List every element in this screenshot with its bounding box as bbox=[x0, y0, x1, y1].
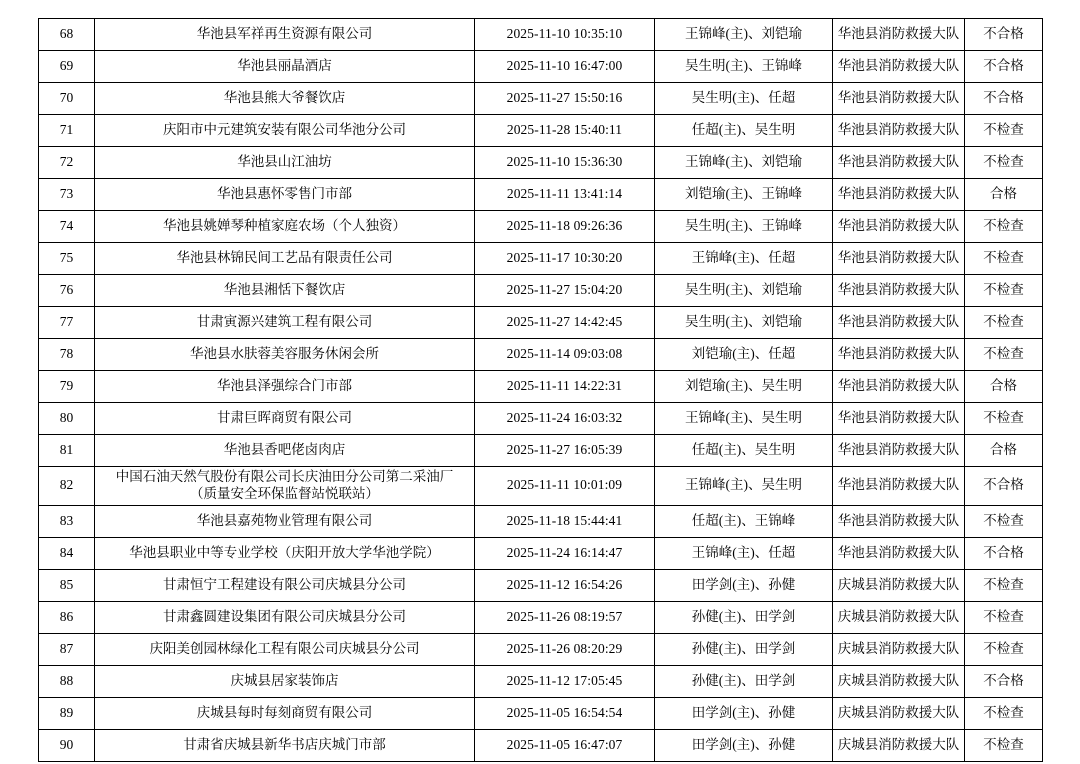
table-row bbox=[39, 633, 1043, 665]
row-inspection-time: 2025-11-14 09:03:08 bbox=[475, 339, 655, 371]
row-inspection-time: 2025-11-11 13:41:14 bbox=[475, 179, 655, 211]
row-unit-name: 华池县职业中等专业学校（庆阳开放大学华池学院） bbox=[95, 537, 475, 569]
row-inspection-time: 2025-11-11 10:01:09 bbox=[475, 467, 655, 506]
row-result: 不检查 bbox=[965, 729, 1043, 761]
row-inspection-unit: 华池县消防救援大队 bbox=[833, 435, 965, 467]
row-inspection-unit: 庆城县消防救援大队 bbox=[833, 697, 965, 729]
table-row bbox=[39, 435, 1043, 467]
row-inspectors: 孙健(主)、田学剑 bbox=[655, 601, 833, 633]
row-index: 73 bbox=[39, 179, 95, 211]
row-inspectors: 刘铠瑜(主)、王锦峰 bbox=[655, 179, 833, 211]
row-index: 79 bbox=[39, 371, 95, 403]
row-inspection-unit: 华池县消防救援大队 bbox=[833, 51, 965, 83]
row-result: 合格 bbox=[965, 435, 1043, 467]
row-inspection-time: 2025-11-10 10:35:10 bbox=[475, 19, 655, 51]
row-index: 87 bbox=[39, 633, 95, 665]
row-index: 80 bbox=[39, 403, 95, 435]
table-row bbox=[39, 19, 1043, 51]
row-inspection-time: 2025-11-11 14:22:31 bbox=[475, 371, 655, 403]
row-inspection-unit: 华池县消防救援大队 bbox=[833, 467, 965, 506]
row-inspectors: 孙健(主)、田学剑 bbox=[655, 633, 833, 665]
row-index: 68 bbox=[39, 19, 95, 51]
table-row bbox=[39, 243, 1043, 275]
row-inspection-time: 2025-11-18 15:44:41 bbox=[475, 505, 655, 537]
row-result: 不合格 bbox=[965, 83, 1043, 115]
table-row bbox=[39, 51, 1043, 83]
row-inspection-unit: 华池县消防救援大队 bbox=[833, 19, 965, 51]
row-result: 合格 bbox=[965, 371, 1043, 403]
row-inspection-unit: 华池县消防救援大队 bbox=[833, 537, 965, 569]
row-index: 77 bbox=[39, 307, 95, 339]
row-unit-name: 甘肃省庆城县新华书店庆城门市部 bbox=[95, 729, 475, 761]
inspection-table bbox=[38, 18, 1043, 762]
row-inspection-time: 2025-11-12 16:54:26 bbox=[475, 569, 655, 601]
row-unit-name-line1: 中国石油天然气股份有限公司长庆油田分公司第二采油厂 bbox=[115, 469, 454, 484]
row-inspection-unit: 华池县消防救援大队 bbox=[833, 275, 965, 307]
table-row bbox=[39, 729, 1043, 761]
table-row bbox=[39, 339, 1043, 371]
table-row bbox=[39, 505, 1043, 537]
row-inspectors: 田学剑(主)、孙健 bbox=[655, 729, 833, 761]
row-result: 不检查 bbox=[965, 601, 1043, 633]
row-inspectors: 任超(主)、吴生明 bbox=[655, 115, 833, 147]
row-index: 76 bbox=[39, 275, 95, 307]
row-inspection-time: 2025-11-12 17:05:45 bbox=[475, 665, 655, 697]
row-result: 不检查 bbox=[965, 403, 1043, 435]
row-index: 82 bbox=[39, 467, 95, 506]
table-row bbox=[39, 403, 1043, 435]
row-inspectors: 刘铠瑜(主)、吴生明 bbox=[655, 371, 833, 403]
row-result: 不检查 bbox=[965, 505, 1043, 537]
table-row bbox=[39, 307, 1043, 339]
row-inspection-time: 2025-11-18 09:26:36 bbox=[475, 211, 655, 243]
row-unit-name-line2: （质量安全环保监督站悦联站） bbox=[190, 485, 379, 501]
row-result: 不合格 bbox=[965, 537, 1043, 569]
row-result: 不合格 bbox=[965, 19, 1043, 51]
row-inspection-unit: 庆城县消防救援大队 bbox=[833, 633, 965, 665]
row-inspectors: 吴生明(主)、任超 bbox=[655, 83, 833, 115]
row-unit-name: 华池县香吧佬卤肉店 bbox=[95, 435, 475, 467]
table-row bbox=[39, 275, 1043, 307]
row-inspection-time: 2025-11-28 15:40:11 bbox=[475, 115, 655, 147]
row-inspection-unit: 华池县消防救援大队 bbox=[833, 179, 965, 211]
row-inspectors: 田学剑(主)、孙健 bbox=[655, 697, 833, 729]
row-unit-name: 华池县嘉苑物业管理有限公司 bbox=[95, 505, 475, 537]
row-result: 不检查 bbox=[965, 307, 1043, 339]
row-result: 不检查 bbox=[965, 339, 1043, 371]
row-inspectors: 王锦峰(主)、刘铠瑜 bbox=[655, 19, 833, 51]
table-row bbox=[39, 569, 1043, 601]
row-index: 72 bbox=[39, 147, 95, 179]
row-result: 不合格 bbox=[965, 467, 1043, 506]
row-unit-name: 华池县山江油坊 bbox=[95, 147, 475, 179]
row-index: 84 bbox=[39, 537, 95, 569]
row-inspectors: 吴生明(主)、王锦峰 bbox=[655, 211, 833, 243]
row-index: 85 bbox=[39, 569, 95, 601]
table-row bbox=[39, 147, 1043, 179]
row-inspectors: 任超(主)、王锦峰 bbox=[655, 505, 833, 537]
row-index: 90 bbox=[39, 729, 95, 761]
table-row bbox=[39, 211, 1043, 243]
row-index: 75 bbox=[39, 243, 95, 275]
row-inspection-time: 2025-11-05 16:54:54 bbox=[475, 697, 655, 729]
row-result: 不检查 bbox=[965, 211, 1043, 243]
row-index: 74 bbox=[39, 211, 95, 243]
row-inspection-unit: 华池县消防救援大队 bbox=[833, 371, 965, 403]
row-result: 不检查 bbox=[965, 147, 1043, 179]
row-index: 69 bbox=[39, 51, 95, 83]
row-inspectors: 王锦峰(主)、吴生明 bbox=[655, 403, 833, 435]
row-inspectors: 吴生明(主)、王锦峰 bbox=[655, 51, 833, 83]
row-unit-name: 华池县熊大爷餐饮店 bbox=[95, 83, 475, 115]
row-inspectors: 田学剑(主)、孙健 bbox=[655, 569, 833, 601]
row-unit-name: 华池县水肤蓉美容服务休闲会所 bbox=[95, 339, 475, 371]
row-inspection-unit: 庆城县消防救援大队 bbox=[833, 569, 965, 601]
row-inspectors: 王锦峰(主)、刘铠瑜 bbox=[655, 147, 833, 179]
row-index: 86 bbox=[39, 601, 95, 633]
table-row bbox=[39, 665, 1043, 697]
row-result: 不检查 bbox=[965, 569, 1043, 601]
row-result: 不检查 bbox=[965, 275, 1043, 307]
row-inspection-time: 2025-11-26 08:19:57 bbox=[475, 601, 655, 633]
row-inspection-unit: 华池县消防救援大队 bbox=[833, 403, 965, 435]
row-inspection-time: 2025-11-17 10:30:20 bbox=[475, 243, 655, 275]
row-inspectors: 王锦峰(主)、任超 bbox=[655, 243, 833, 275]
row-inspectors: 吴生明(主)、刘铠瑜 bbox=[655, 275, 833, 307]
row-result: 不检查 bbox=[965, 697, 1043, 729]
row-index: 88 bbox=[39, 665, 95, 697]
row-inspection-unit: 庆城县消防救援大队 bbox=[833, 729, 965, 761]
row-unit-name: 庆阳市中元建筑安装有限公司华池分公司 bbox=[95, 115, 475, 147]
row-inspection-time: 2025-11-24 16:03:32 bbox=[475, 403, 655, 435]
table-row bbox=[39, 83, 1043, 115]
table-row bbox=[39, 115, 1043, 147]
table-row bbox=[39, 467, 1043, 506]
row-result: 不检查 bbox=[965, 633, 1043, 665]
row-inspection-time: 2025-11-27 16:05:39 bbox=[475, 435, 655, 467]
row-inspection-time: 2025-11-27 14:42:45 bbox=[475, 307, 655, 339]
row-unit-name: 甘肃巨晖商贸有限公司 bbox=[95, 403, 475, 435]
row-inspection-unit: 华池县消防救援大队 bbox=[833, 307, 965, 339]
row-result: 不合格 bbox=[965, 665, 1043, 697]
table-row bbox=[39, 601, 1043, 633]
row-unit-name: 华池县湘恬下餐饮店 bbox=[95, 275, 475, 307]
row-inspection-time: 2025-11-26 08:20:29 bbox=[475, 633, 655, 665]
row-unit-name: 庆阳美创园林绿化工程有限公司庆城县分公司 bbox=[95, 633, 475, 665]
row-index: 83 bbox=[39, 505, 95, 537]
row-index: 81 bbox=[39, 435, 95, 467]
row-inspection-unit: 华池县消防救援大队 bbox=[833, 115, 965, 147]
row-unit-name: 华池县泽强综合门市部 bbox=[95, 371, 475, 403]
row-unit-name: 华池县丽晶酒店 bbox=[95, 51, 475, 83]
row-inspectors: 刘铠瑜(主)、任超 bbox=[655, 339, 833, 371]
table-row bbox=[39, 537, 1043, 569]
row-inspection-unit: 华池县消防救援大队 bbox=[833, 147, 965, 179]
row-unit-name: 华池县林锦民间工艺品有限责任公司 bbox=[95, 243, 475, 275]
row-inspection-time: 2025-11-24 16:14:47 bbox=[475, 537, 655, 569]
row-index: 89 bbox=[39, 697, 95, 729]
row-inspection-time: 2025-11-27 15:04:20 bbox=[475, 275, 655, 307]
row-result: 合格 bbox=[965, 179, 1043, 211]
row-unit-name: 庆城县每时每刻商贸有限公司 bbox=[95, 697, 475, 729]
row-unit-name: 甘肃寅源兴建筑工程有限公司 bbox=[95, 307, 475, 339]
row-index: 70 bbox=[39, 83, 95, 115]
table-row bbox=[39, 371, 1043, 403]
row-inspectors: 孙健(主)、田学剑 bbox=[655, 665, 833, 697]
table-row bbox=[39, 179, 1043, 211]
row-inspection-unit: 华池县消防救援大队 bbox=[833, 83, 965, 115]
row-inspection-unit: 华池县消防救援大队 bbox=[833, 243, 965, 275]
row-index: 78 bbox=[39, 339, 95, 371]
row-inspection-time: 2025-11-27 15:50:16 bbox=[475, 83, 655, 115]
row-unit-name: 华池县姚婵琴种植家庭农场（个人独资） bbox=[95, 211, 475, 243]
row-inspection-time: 2025-11-05 16:47:07 bbox=[475, 729, 655, 761]
row-unit-name: 华池县惠怀零售门市部 bbox=[95, 179, 475, 211]
row-inspectors: 吴生明(主)、刘铠瑜 bbox=[655, 307, 833, 339]
row-unit-name: 甘肃鑫圆建设集团有限公司庆城县分公司 bbox=[95, 601, 475, 633]
row-unit-name: 庆城县居家装饰店 bbox=[95, 665, 475, 697]
row-inspection-unit: 庆城县消防救援大队 bbox=[833, 665, 965, 697]
row-inspection-time: 2025-11-10 15:36:30 bbox=[475, 147, 655, 179]
row-inspection-unit: 华池县消防救援大队 bbox=[833, 211, 965, 243]
row-result: 不检查 bbox=[965, 243, 1043, 275]
row-inspection-time: 2025-11-10 16:47:00 bbox=[475, 51, 655, 83]
row-inspection-unit: 庆城县消防救援大队 bbox=[833, 601, 965, 633]
row-inspection-unit: 华池县消防救援大队 bbox=[833, 505, 965, 537]
row-unit-name bbox=[95, 467, 475, 506]
row-result: 不合格 bbox=[965, 51, 1043, 83]
row-inspection-unit: 华池县消防救援大队 bbox=[833, 339, 965, 371]
table-body bbox=[39, 19, 1043, 762]
row-inspectors: 王锦峰(主)、吴生明 bbox=[655, 467, 833, 506]
row-inspectors: 王锦峰(主)、任超 bbox=[655, 537, 833, 569]
row-unit-name: 甘肃恒宁工程建设有限公司庆城县分公司 bbox=[95, 569, 475, 601]
row-result: 不检查 bbox=[965, 115, 1043, 147]
row-unit-name: 华池县军祥再生资源有限公司 bbox=[95, 19, 475, 51]
table-row bbox=[39, 697, 1043, 729]
row-index: 71 bbox=[39, 115, 95, 147]
row-inspectors: 任超(主)、吴生明 bbox=[655, 435, 833, 467]
